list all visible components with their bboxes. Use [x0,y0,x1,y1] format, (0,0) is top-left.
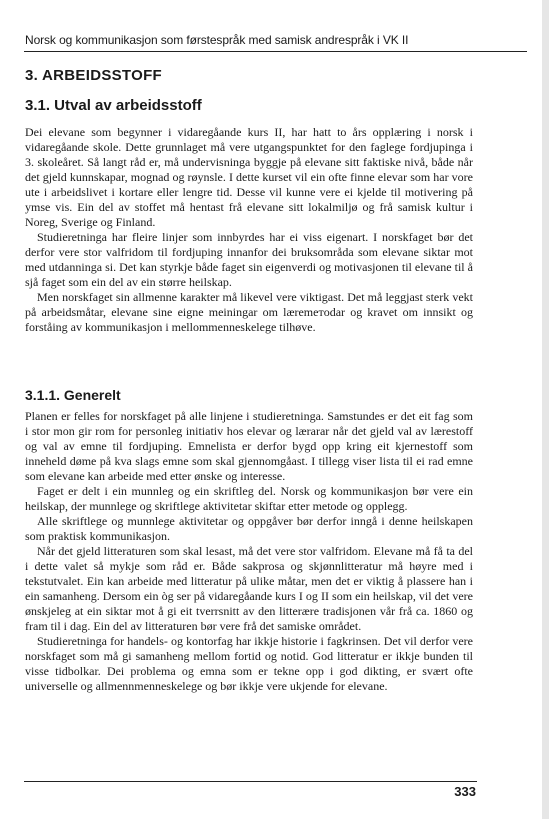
paragraph: Studieretninga har fleire linjer som innbyrdes har ei viss eigenart. I norskfaget bør det derfor vere stor valfridom til fordjuping innanfor dei bruksområda som elevane siktar mot med utdanninga si. Det kan styrkje både faget sin eigenverdi og motivasjonen til elevane til å sjå faget som ein del av ein større heilskap. [25,230,473,289]
footer-rule [24,781,477,782]
chapter-heading: 3. ARBEIDSSTOFF [25,67,163,84]
paragraph: Men norskfaget sin allmenne karakter må likevel vere viktigast. Det må leggjast sterk vekt på arbeidsmåtar, elevane sine eigne meiningar om læremeтodar og kravet om innsikt og forståing av kommunikasjon i mellommenneskelege tilhøve. [25,290,473,334]
paragraph: Alle skriftlege og munnlege aktivitetar og oppgåver bør derfor inngå i denne heilskapen som praktisk kommunikasjon. [25,514,473,543]
header-rule [24,51,527,52]
paragraph: Når det gjeld litteraturen som skal lesast, må det vere stor valfridom. Elevane må få ta del i dette valet så mykje som råd er. Både sakprosa og skjønnlitteratur må høyre med i tekstutvalet. Ein kan arbeide med litteratur på ulike måtar, men det er viktig å plassere han i ein samanheng. Dersom ein òg ser på vidaregåande kurs I og II som ein heilskap, vil det vere ønskjeleg at ein siktar mot å gi eit tverrsnitt av den litterære tradisjonen vår frå ca. 1860 og fram til i dag. Ein del av litteraturen bør vere frå det samiske området. [25,544,473,633]
paragraph: Planen er felles for norskfaget på alle linjene i studieretninga. Samstundes er det eit fag som i stor mon gir rom for personleg initiativ hos elevar og lærarar når det gjeld val av lærestoff og val av emne til fordjuping. Emnelista er derfor bygd opp kring eit kjernestoff som inneheld døme på kva slags emne som skal gjennomgåast. I tillegg viser lista til ei rad emne som elevane kan arbeide med etter ønske og interesse. [25,409,473,483]
paragraph: Faget er delt i ein munnleg og ein skriftleg del. Norsk og kommunikasjon bør vere ein heilskap, der munnlege og skriftlege aktivitetar skiftar etter metode og opplegg. [25,484,473,513]
paragraph: Studieretninga for handels- og kontorfag har ikkje historie i fagkrinsen. Det vil derfor vere norskfaget som må gi samanheng mellom fortid og notid. God litteratur er ikkje bunden til visse tidbolkar. Dei problema og emna som er tekne opp i god dikting, er svært ofte universelle og allmennmenneskelege og bør ikkje vere ukjende for elevane. [25,634,473,693]
section-body [25,125,473,335]
subsection-body [25,409,473,694]
subsection-heading: 3.1.1. Generelt [25,387,121,403]
running-header: Norsk og kommunikasjon som førstespråk med samisk andrespråk i VK II [25,33,409,47]
paragraph: Dei elevane som begynner i vidaregåande kurs II, har hatt to års opplæring i norsk i vidaregåande skole. Dette grunnlaget må vere utgangspunktet for den faglege fordjupinga i 3. skoleåret. Så langt råd er, må undervisninga byggje på elevane sitt faktiske nivå, både når det gjeld kunnskapar, mognad og røynsle. I dette kurset vil ein ofte finne elevar som har vore ute i arbeidslivet i kortare eller lengre tid. Desse vil kunne vere ei kjelde til motivering på ymse vis. Ein del av stoffet må hentast frå elevane sitt lokalmiljø og frå samisk kultur i Noreg, Sverige og Finland. [25,125,473,229]
scan-edge [542,0,549,819]
page-number: 333 [454,784,476,799]
section-heading: 3.1. Utval av arbeidsstoff [25,97,202,114]
